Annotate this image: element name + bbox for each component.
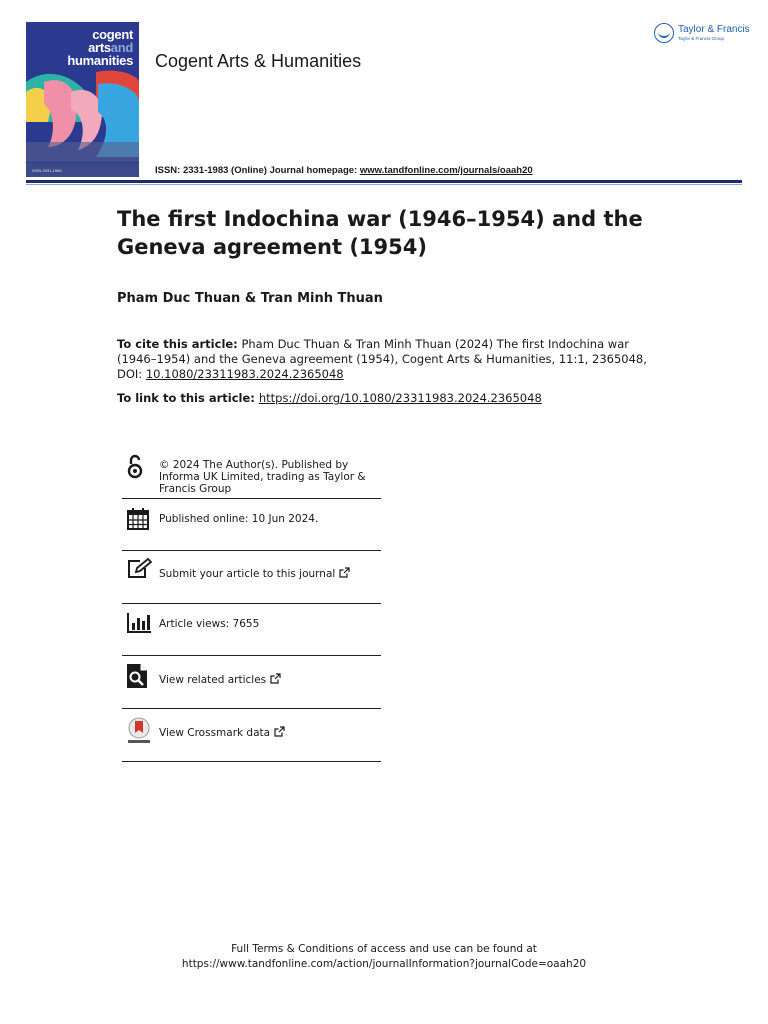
related-articles-link[interactable] bbox=[159, 673, 281, 687]
journal-homepage-link[interactable]: www.tandfonline.com/journals/oaah20 bbox=[359, 165, 533, 176]
external-link-icon bbox=[339, 567, 350, 581]
header-rule bbox=[26, 180, 742, 183]
submit-article-link[interactable] bbox=[159, 567, 350, 581]
citation-text: Pham Duc Thuan & Tran Minh Thuan (2024) The first Indochina war (1946–1954) and the Geneva agreement (1954), Cogent Arts & Humanities, 11:1, 2365048, DOI: bbox=[117, 337, 647, 381]
terms-text: Full Terms & Conditions of access and use can be found at bbox=[231, 943, 537, 955]
crossmark-row[interactable] bbox=[122, 709, 381, 762]
citation-block bbox=[117, 337, 657, 382]
journal-name: Cogent Arts & Humanities bbox=[155, 51, 362, 71]
external-link-icon bbox=[274, 726, 285, 740]
submit-row[interactable] bbox=[122, 551, 381, 604]
publisher-logo-icon bbox=[654, 23, 674, 43]
related-articles-text: View related articles bbox=[159, 674, 267, 686]
cover-issn: ISSN 2331-1983 bbox=[32, 168, 62, 173]
submit-article-text: Submit your article to this journal bbox=[159, 568, 336, 580]
terms-url[interactable]: https://www.tandfonline.com/action/journalInformation?journalCode=oaah20 bbox=[181, 958, 587, 970]
crossmark-text: View Crossmark data bbox=[159, 727, 271, 739]
related-articles-icon bbox=[126, 663, 148, 693]
cover-footer bbox=[26, 163, 139, 177]
crossmark-link[interactable] bbox=[159, 726, 285, 740]
issn-text: ISSN: 2331-1983 (Online) Journal homepage: bbox=[155, 165, 360, 176]
open-access-icon bbox=[126, 454, 144, 484]
article-views: Article views: 7655 bbox=[159, 618, 260, 630]
terms-footer bbox=[0, 942, 768, 972]
article-title: The first Indochina war (1946–1954) and the Geneva agreement (1954) bbox=[117, 207, 643, 259]
publisher-name: Taylor & Francis bbox=[678, 24, 750, 35]
article-link-label: To link to this article: bbox=[117, 391, 255, 405]
journal-cover-image bbox=[26, 22, 139, 177]
edit-icon bbox=[126, 558, 152, 584]
copyright-text: © 2024 The Author(s). Published by Informa UK Limited, trading as Taylor & Francis Group bbox=[159, 459, 366, 495]
published-date: Published online: 10 Jun 2024. bbox=[159, 513, 319, 525]
header-rule-thin bbox=[26, 184, 742, 185]
citation-label: To cite this article: bbox=[117, 337, 238, 351]
article-authors: Pham Duc Thuan & Tran Minh Thuan bbox=[117, 291, 383, 306]
article-doi-link[interactable]: https://doi.org/10.1080/23311983.2024.2365048 bbox=[258, 391, 542, 405]
external-link-icon bbox=[270, 673, 281, 687]
related-row[interactable] bbox=[122, 656, 381, 709]
views-row bbox=[122, 604, 381, 656]
calendar-icon bbox=[126, 507, 150, 535]
article-info-list bbox=[122, 452, 381, 762]
published-row bbox=[122, 499, 381, 551]
publisher-group: Taylor & Francis Group bbox=[678, 36, 725, 41]
issn-line bbox=[155, 165, 533, 176]
crossmark-icon bbox=[126, 717, 152, 749]
cover-title: cogent artsand humanities bbox=[67, 27, 133, 68]
bar-chart-icon bbox=[126, 612, 152, 638]
citation-doi-link[interactable]: 10.1080/23311983.2024.2365048 bbox=[145, 367, 344, 381]
publisher-logo[interactable] bbox=[654, 22, 749, 46]
article-link-block bbox=[117, 391, 542, 405]
open-access-row bbox=[122, 452, 381, 499]
